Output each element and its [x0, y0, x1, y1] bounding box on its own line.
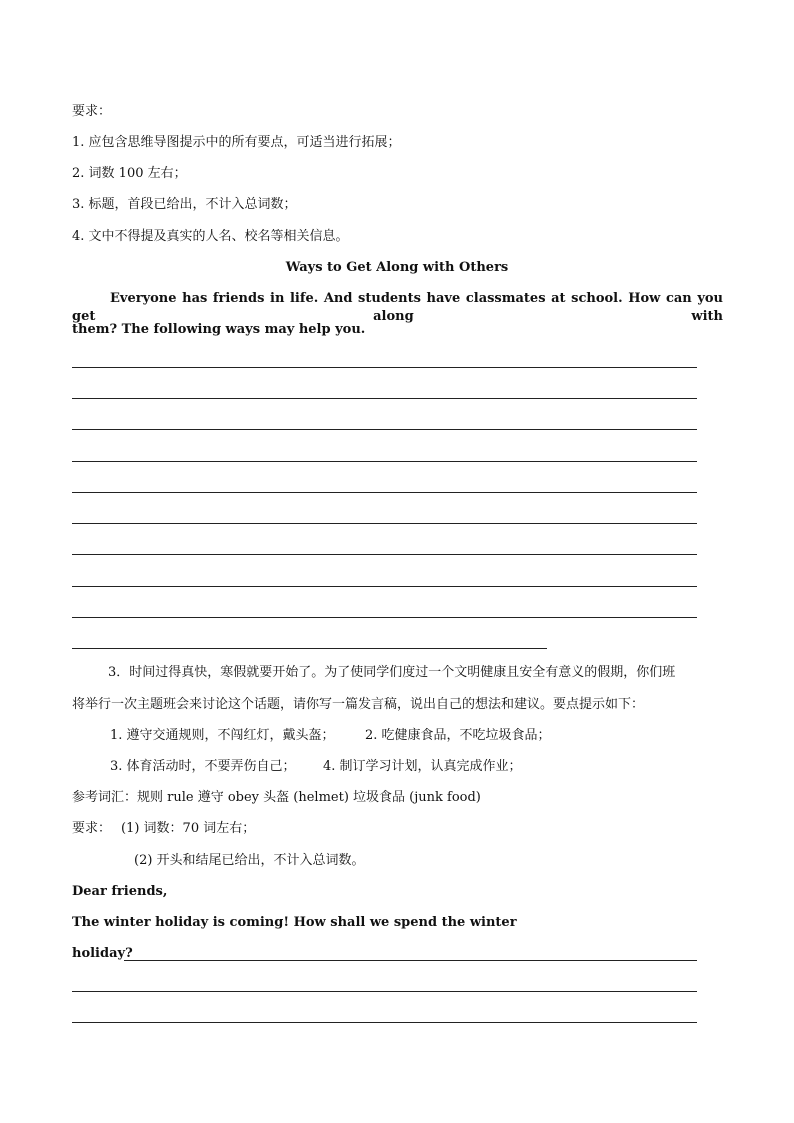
writing-line[interactable]	[72, 586, 697, 587]
task3-point-4: 4. 制订学习计划，认真完成作业；	[323, 759, 522, 774]
task3-point-2: 2. 吃健康食品，不吃垃圾食品；	[365, 728, 551, 743]
task3-requirements-label: 要求：	[72, 821, 112, 836]
task3-prompt-line-2: 将举行一次主题班会来讨论这个话题，请你写一篇发言稿，说出自己的想法和建议。要点提示如下：	[72, 697, 645, 712]
writing-line-short[interactable]	[72, 648, 547, 649]
requirement-item-3: 3. 标题，首段已给出，不计入总词数；	[72, 197, 297, 212]
letter-writing-line[interactable]	[124, 960, 697, 961]
writing-line[interactable]	[72, 554, 697, 555]
task3-vocabulary: 参考词汇：规则 rule 遵守 obey 头盔 (helmet) 垃圾食品 (junk food)	[72, 790, 481, 805]
essay-intro-line-2: them? The following ways may help you.	[72, 322, 366, 337]
letter-writing-line[interactable]	[72, 1022, 697, 1023]
requirement-item-2: 2. 词数 100 左右；	[72, 166, 187, 181]
letter-opening-line-1: The winter holiday is coming! How shall we spend the winter	[72, 915, 517, 930]
task3-requirement-b: (2) 开头和结尾已给出，不计入总词数。	[134, 853, 365, 868]
writing-line[interactable]	[72, 429, 697, 430]
essay-title: Ways to Get Along with Others	[285, 260, 509, 275]
task3-requirement-a: (1) 词数：70 词左右；	[121, 821, 256, 836]
writing-line[interactable]	[72, 492, 697, 493]
essay-intro-line-1: Everyone has friends in life. And students have classmates at school. How can you get along with	[72, 291, 723, 324]
task3-point-1: 1. 遵守交通规则，不闯红灯，戴头盔；	[110, 728, 335, 743]
requirements-heading: 要求：	[72, 104, 112, 119]
writing-line[interactable]	[72, 617, 697, 618]
writing-line[interactable]	[72, 461, 697, 462]
writing-line[interactable]	[72, 367, 697, 368]
letter-opening-line-2: holiday?	[72, 946, 133, 961]
task3-prompt-line-1: 3．时间过得真快，寒假就要开始了。为了使同学们度过一个文明健康且安全有意义的假期，你们班	[108, 665, 676, 680]
letter-greeting: Dear friends,	[72, 884, 168, 899]
writing-line[interactable]	[72, 523, 697, 524]
letter-writing-line[interactable]	[72, 991, 697, 992]
requirement-item-1: 1. 应包含思维导图提示中的所有要点，可适当进行拓展；	[72, 135, 401, 150]
writing-line[interactable]	[72, 398, 697, 399]
requirement-item-4: 4. 文中不得提及真实的人名、校名等相关信息。	[72, 229, 349, 244]
task3-point-3: 3. 体育活动时，不要弄伤自己；	[110, 759, 296, 774]
